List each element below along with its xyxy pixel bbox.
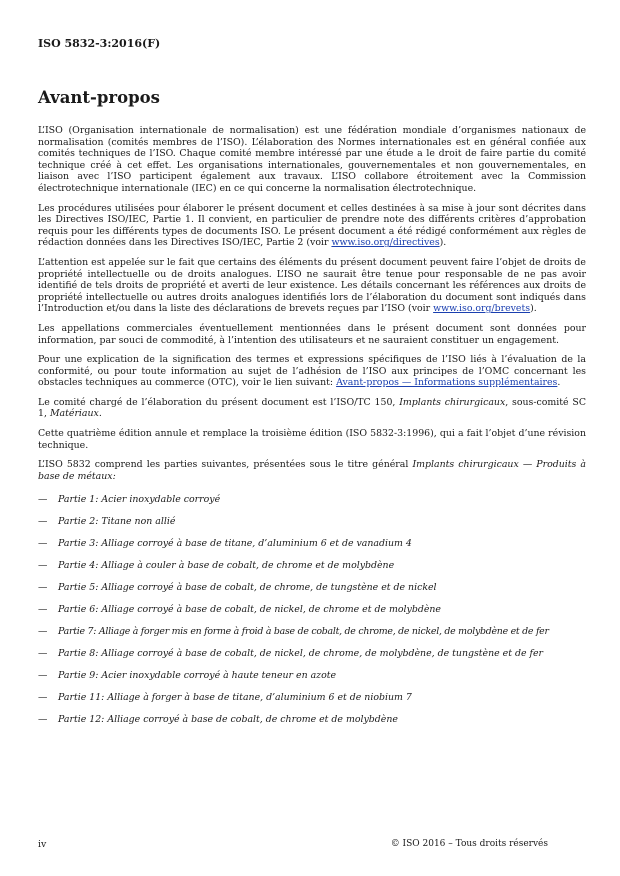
list-item — [38, 604, 586, 626]
list-item-text: Partie 6: Alliage corroyé à base de cobalt, de nickel, de chrome et de molybdène — [58, 604, 441, 616]
page-number: iv — [38, 839, 47, 850]
list-item — [38, 494, 586, 516]
list-item-text: Partie 1: Acier inoxydable corroyé — [58, 494, 221, 506]
paragraph-procedures — [38, 203, 586, 249]
paragraph-conformity — [38, 354, 586, 389]
document-id: ISO 5832-3:2016(F) — [38, 37, 161, 50]
list-item — [38, 538, 586, 560]
paragraph-text: L’attention est appelée sur le fait que certains des éléments du présent document peuvent faire l’objet de droits de propriété intellectuelle ou de droits analogues. L’ISO ne saurait être tenue pour responsable de ne pas avoir identifié de tels droits de propriété et averti de leur existence. Les détails concernant les références aux droits de propriété intellectuelle ou autres droits analogues identifiés lors de l’élaboration du document sont indiqués dans l’Introduction et/ou dans la liste des déclarations de brevets reçues par l’ISO (voir — [38, 256, 586, 315]
paragraph-trade-names: Les appellations commerciales éventuellement mentionnées dans le présent document sont données pour information, par souci de commodité, à l’intention des utilisateurs et ne sauraient constituer un engagement. — [38, 322, 586, 346]
paragraph-text: Pour une explication de la signification des termes et expressions spécifiques de l’ISO liés à l’évaluation de la conformité, ou pour toute information au sujet de l’adhésion de l’ISO aux principes de l’OMC concernant les obstacles techniques au commerce (OTC), voir le lien suivant: — [38, 354, 586, 389]
paragraph-text: ). — [439, 237, 447, 249]
subcommittee-title: Matériaux — [49, 408, 99, 420]
paragraph-text: Les procédures utilisées pour élaborer le présent document et celles destinées à sa mise à jour sont décrites dans les Directives ISO/IEC, Partie 1. Il convient, en particulier de prendre note des différents critères d’approbation requis pour les différents types de documents ISO. Le présent document a été rédigé conformément aux règles de rédaction données dans les Directives ISO/IEC, Partie 2 (voir — [38, 202, 586, 249]
list-dash: — — [38, 538, 48, 550]
list-item — [38, 516, 586, 538]
paragraph-text: Le comité chargé de l’élaboration du présent document est l’ISO/TC 150, — [38, 396, 400, 408]
document-body — [38, 125, 586, 736]
list-dash: — — [38, 692, 48, 704]
paragraph-text: L’ISO 5832 comprend les parties suivantes, présentées sous le titre général — [38, 459, 413, 471]
general-title: Implants chirurgicaux — Produits à base de métaux: — [38, 459, 586, 482]
committee-title: Implants chirurgicaux — [399, 396, 506, 408]
list-item-text: Partie 8: Alliage corroyé à base de cobalt, de nickel, de chrome, de molybdène, de tungstène et de fer — [58, 648, 543, 660]
list-item-text: Partie 5: Alliage corroyé à base de cobalt, de chrome, de tungstène et de nickel — [58, 582, 437, 594]
list-item-text: Partie 12: Alliage corroyé à base de cobalt, de chrome et de molybdène — [58, 714, 398, 726]
list-dash: — — [38, 494, 48, 506]
list-item — [38, 626, 586, 648]
list-item — [38, 692, 586, 714]
list-item — [38, 670, 586, 692]
paragraph-parts-intro — [38, 459, 586, 482]
list-dash: — — [38, 670, 48, 682]
list-item — [38, 648, 586, 670]
list-item-text: Partie 3: Alliage corroyé à base de titane, d’aluminium 6 et de vanadium 4 — [58, 538, 412, 550]
foreword-info-link[interactable]: Avant-propos — Informations supplémentaires — [336, 377, 558, 389]
list-item — [38, 714, 586, 736]
paragraph-text: , sous-comité SC 1, — [38, 396, 586, 420]
list-dash: — — [38, 714, 48, 726]
paragraph-committee — [38, 397, 586, 420]
parts-list — [38, 494, 586, 736]
patents-link[interactable]: www.iso.org/brevets — [433, 303, 531, 315]
list-item-text: Partie 11: Alliage à forger à base de titane, d’aluminium 6 et de niobium 7 — [58, 692, 412, 704]
list-item-text: Partie 2: Titane non allié — [58, 516, 176, 528]
list-dash: — — [38, 516, 48, 528]
list-dash: — — [38, 604, 48, 616]
list-item-text: Partie 7: Alliage à forger mis en forme à froid à base de cobalt, de chrome, de nickel, de molybdène et de fer — [58, 626, 549, 638]
list-dash: — — [38, 582, 48, 594]
list-item-text: Partie 4: Alliage à couler à base de cobalt, de chrome et de molybdène — [58, 560, 395, 572]
directives-link[interactable]: www.iso.org/directives — [331, 237, 440, 249]
paragraph-iso-intro: L’ISO (Organisation internationale de normalisation) est une fédération mondiale d’organismes nationaux de normalisation (comités membres de l’ISO). L’élaboration des Normes internationales est en général confiée aux comités techniques de l’ISO. Chaque comité membre intéressé par une étude a le droit de faire partie du comité technique créé à cet effet. Les organisations internationales, gouvernementales et non gouvernementales, en liaison avec l’ISO participent également aux travaux. L’ISO collabore étroitement avec la Commission électrotechnique internationale (IEC) en ce qui concerne la normalisation électrotechnique. — [38, 125, 586, 194]
paragraph-text: . — [98, 408, 102, 420]
paragraph-text: ). — [530, 303, 537, 315]
paragraph-patents — [38, 257, 586, 315]
list-dash: — — [38, 560, 48, 572]
list-item — [38, 560, 586, 582]
page-title: Avant-propos — [38, 88, 160, 107]
list-item-text: Partie 9: Acier inoxydable corroyé à haute teneur en azote — [58, 670, 337, 682]
paragraph-text: . — [557, 377, 561, 389]
list-item — [38, 582, 586, 604]
copyright-notice: © ISO 2016 – Tous droits réservés — [390, 839, 548, 849]
list-dash: — — [38, 626, 48, 638]
list-dash: — — [38, 648, 48, 660]
paragraph-edition: Cette quatrième édition annule et remplace la troisième édition (ISO 5832-3:1996), qui a fait l’objet d’une révision technique. — [38, 428, 586, 451]
